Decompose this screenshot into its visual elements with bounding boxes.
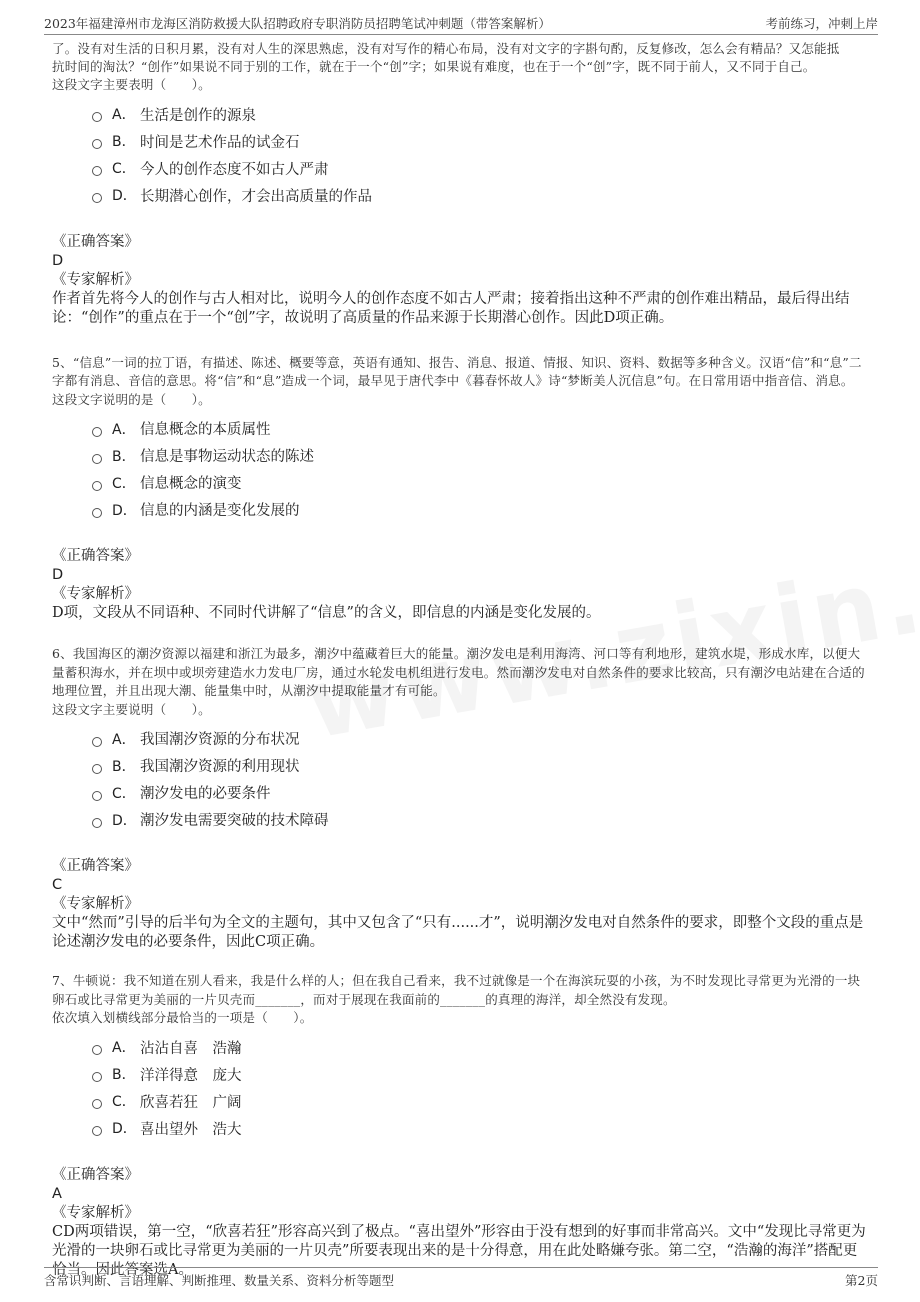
page-footer: [44, 1267, 878, 1288]
analysis-text: 作者首先将今人的创作与古人相对比，说明今人的创作态度不如古人严肃；接着指出这种不严肃的创作难出精品，最后得出结论：“创作”的重点在于一个“创”字，故说明了高质量的作品来源于长期潜心创作。因此D项正确。: [52, 290, 850, 326]
option-a[interactable]: A． 信息概念的本质属性: [92, 415, 868, 442]
answer-value: D: [52, 252, 64, 269]
radio-icon[interactable]: [92, 454, 102, 464]
analysis-label: 《专家解析》: [52, 271, 139, 288]
answer-value: C: [52, 877, 63, 893]
analysis-label: 《专家解析》: [52, 586, 139, 602]
question-7-options: [92, 1034, 868, 1142]
answer-block: [52, 233, 868, 328]
radio-icon[interactable]: [92, 112, 102, 122]
analysis-label: 《专家解析》: [52, 1204, 139, 1221]
page-number: 第2页: [845, 1273, 878, 1288]
option-text: 喜出望外 浩大: [140, 1121, 242, 1138]
radio-icon[interactable]: [92, 481, 102, 491]
option-text: 潮汐发电需要突破的技术障碍: [140, 813, 329, 829]
option-c[interactable]: C． 今人的创作态度不如古人严肃: [92, 155, 868, 182]
option-d[interactable]: D． 喜出望外 浩大: [92, 1115, 868, 1142]
option-text: 信息的内涵是变化发展的: [140, 503, 300, 519]
option-text: 沾沾自喜 浩瀚: [140, 1040, 242, 1057]
option-text: 欣喜若狂 广阔: [140, 1094, 242, 1111]
footer-topics: 含常识判断、言语理解、判断推理、数量关系、资料分析等题型: [44, 1273, 395, 1288]
option-text: 信息概念的本质属性: [140, 422, 271, 438]
radio-icon[interactable]: [92, 764, 102, 774]
question-7-stem: 依次填入划横线部分最恰当的一项是（ ）。: [52, 1010, 313, 1025]
option-text: 生活是创作的源泉: [140, 107, 256, 124]
radio-icon[interactable]: [92, 427, 102, 437]
option-b[interactable]: B． 信息是事物运动状态的陈述: [92, 442, 868, 469]
radio-icon[interactable]: [92, 737, 102, 747]
question-6-text: 6、我国海区的潮汐资源以福建和浙江为最多，潮汐中蕴藏着巨大的能量。潮汐发电是利用海湾、河口等有利地形，建筑水堤，形成水库，以便大量蓄积海水，并在坝中或坝旁建造水力发电厂房，通过水轮发电机组进行发电。然而潮汐发电对自然条件的要求比较高，只有潮汐电站建在合适的地理位置，并且出现大潮、能量集中时，从潮汐中提取能量才有可能。: [52, 646, 865, 698]
radio-icon[interactable]: [92, 791, 102, 801]
radio-icon[interactable]: [92, 1072, 102, 1082]
answer-label: 《正确答案》: [52, 1166, 139, 1183]
option-text: 信息概念的演变: [140, 476, 242, 492]
answer-label: 《正确答案》: [52, 233, 139, 250]
radio-icon[interactable]: [92, 139, 102, 149]
question-4-text-line1: 了。没有对生活的日积月累，没有对人生的深思熟虑，没有对写作的精心布局，没有对文字的字斟句酌，反复修改，怎么会有精品？又怎能抵: [52, 41, 840, 56]
radio-icon[interactable]: [92, 193, 102, 203]
question-7: [52, 972, 868, 1280]
option-d[interactable]: D． 信息的内涵是变化发展的: [92, 496, 868, 523]
question-4-text-line2: 抗时间的淘汰？“创作”如果说不同于别的工作，就在于一个“创”字；如果说有难度，也在于一个“创”字，既不同于前人，又不同于自己。: [52, 59, 816, 74]
option-text: 潮汐发电的必要条件: [140, 786, 271, 802]
analysis-text: 文中“然而”引导的后半句为全文的主题句，其中又包含了“只有......才”，说明潮汐发电对自然条件的要求，即整个文段的重点是论述潮汐发电的必要条件，因此C项正确。: [52, 915, 864, 950]
answer-value: A: [52, 1185, 62, 1202]
analysis-label: 《专家解析》: [52, 896, 139, 912]
radio-icon[interactable]: [92, 1045, 102, 1055]
question-6: [52, 645, 868, 952]
option-d[interactable]: D． 潮汐发电需要突破的技术障碍: [92, 806, 868, 833]
answer-label: 《正确答案》: [52, 548, 139, 564]
option-b[interactable]: B． 我国潮汐资源的利用现状: [92, 752, 868, 779]
question-6-stem: 这段文字主要说明（ ）。: [52, 701, 211, 717]
option-text: 信息是事物运动状态的陈述: [140, 449, 314, 465]
question-5-text: 5、“信息”一词的拉丁语，有描述、陈述、概要等意，英语有通知、报告、消息、报道、情报、知识、资料、数据等多种含义。汉语“信”和“息”二字都有消息、音信的意思。将“信”和“息”造成一个词，最早见于唐代李中《暮春怀故人》诗“梦断美人沉信息”句。在日常用语中指音信、消息。: [52, 354, 862, 388]
option-b[interactable]: B． 时间是艺术作品的试金石: [92, 128, 868, 155]
question-6-options: [92, 725, 868, 833]
answer-block: [52, 857, 868, 952]
option-b[interactable]: B． 洋洋得意 庞大: [92, 1061, 868, 1088]
radio-icon[interactable]: [92, 1099, 102, 1109]
question-5: [52, 354, 868, 624]
answer-value: D: [52, 567, 64, 583]
analysis-text: CD两项错误，第一空，“欣喜若狂”形容高兴到了极点。“喜出望外”形容由于没有想到的好事而非常高兴。文中“发现比寻常更为光滑的一块卵石或比寻常更为美丽的一片贝壳”所要表现出来的是十分得意，用在此处略嫌夸张。第二空，“浩瀚的海洋”搭配更恰当。因此答案选A。: [52, 1223, 866, 1278]
option-text: 时间是艺术作品的试金石: [140, 134, 300, 151]
document-title: 2023年福建漳州市龙海区消防救援大队招聘政府专职消防员招聘笔试冲刺题（带答案解析）: [44, 16, 551, 31]
analysis-text: D项，文段从不同语种、不同时代讲解了“信息”的含义，即信息的内涵是变化发展的。: [52, 605, 601, 621]
radio-icon[interactable]: [92, 166, 102, 176]
option-a[interactable]: A． 生活是创作的源泉: [92, 101, 868, 128]
radio-icon[interactable]: [92, 1126, 102, 1136]
answer-block: [52, 547, 868, 623]
question-4-stem: 这段文字主要表明（ ）。: [52, 77, 211, 92]
option-text: 长期潜心创作，才会出高质量的作品: [140, 188, 372, 205]
question-7-text: 7、牛顿说：我不知道在别人看来，我是什么样的人；但在我自己看来，我不过就像是一个在海滨玩耍的小孩，为不时发现比寻常更为光滑的一块卵石或比寻常更为美丽的一片贝壳而_______，而对于展现在我面前的_______的真理的海洋，却全然没有发现。: [52, 973, 861, 1007]
question-4: [52, 40, 868, 328]
page-header: [44, 12, 878, 35]
header-slogan: 考前练习，冲刺上岸: [765, 16, 878, 31]
radio-icon[interactable]: [92, 508, 102, 518]
option-a[interactable]: A． 我国潮汐资源的分布状况: [92, 725, 868, 752]
question-5-options: [92, 415, 868, 523]
option-text: 洋洋得意 庞大: [140, 1067, 242, 1084]
option-text: 我国潮汐资源的分布状况: [140, 732, 300, 748]
option-c[interactable]: C． 潮汐发电的必要条件: [92, 779, 868, 806]
question-5-stem: 这段文字说明的是（ ）。: [52, 391, 211, 407]
answer-block: [52, 1166, 868, 1280]
page-content: [52, 40, 868, 1280]
option-d[interactable]: D． 长期潜心创作，才会出高质量的作品: [92, 182, 868, 209]
option-text: 今人的创作态度不如古人严肃: [140, 161, 329, 178]
question-4-options: [92, 101, 868, 209]
radio-icon[interactable]: [92, 818, 102, 828]
option-c[interactable]: C． 信息概念的演变: [92, 469, 868, 496]
option-a[interactable]: A． 沾沾自喜 浩瀚: [92, 1034, 868, 1061]
option-c[interactable]: C． 欣喜若狂 广阔: [92, 1088, 868, 1115]
answer-label: 《正确答案》: [52, 858, 139, 874]
option-text: 我国潮汐资源的利用现状: [140, 759, 300, 775]
